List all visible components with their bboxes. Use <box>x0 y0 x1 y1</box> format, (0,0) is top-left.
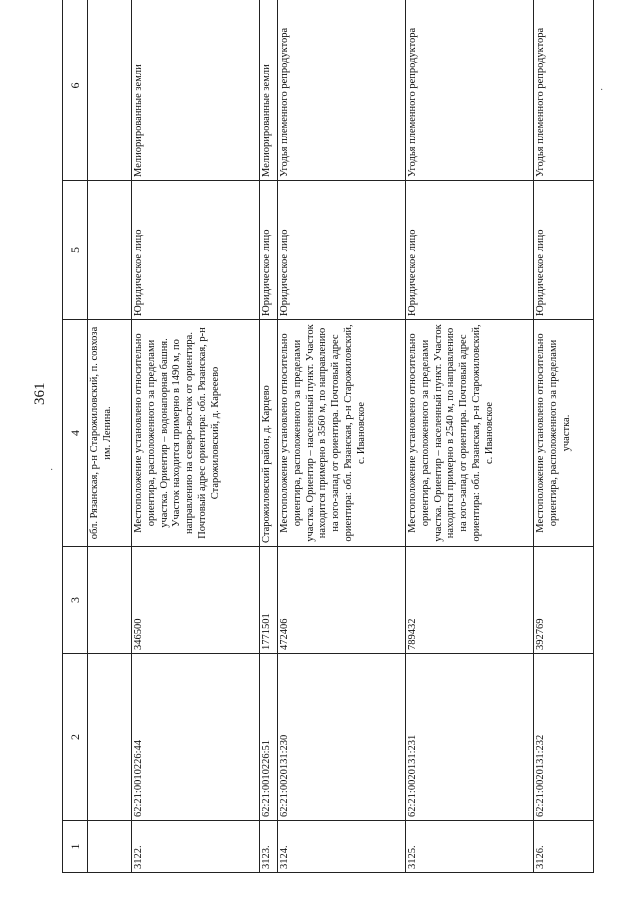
land-category: Мелиорированные земли <box>132 0 260 181</box>
table-row <box>534 0 594 873</box>
land-category: Угодья племенного репродуктора <box>278 0 406 181</box>
owner-type: Юридическое лицо <box>132 181 260 320</box>
column-header-5: 5 <box>63 181 88 320</box>
row-number <box>88 821 132 873</box>
cadastral-number: 62:21:0010226:51 <box>260 654 278 821</box>
land-category <box>88 0 132 181</box>
row-number: 3123. <box>260 821 278 873</box>
area-value: 789432 <box>406 547 534 654</box>
cadastral-number: 62:21:0020131:231 <box>406 654 534 821</box>
row-number: 3122. <box>132 821 260 873</box>
land-register-table-container <box>62 27 607 873</box>
column-header-4: 4 <box>63 320 88 547</box>
land-category: Угодья племенного репродуктора <box>534 0 594 181</box>
owner-type: Юридическое лицо <box>278 181 406 320</box>
table-row <box>406 0 534 873</box>
table-row <box>132 0 260 873</box>
land-category: Мелиорированные земли <box>260 0 278 181</box>
land-category: Угодья племенного репродуктора <box>406 0 534 181</box>
location-text: Местоположение установлено относительно ориентира, расположенного за пределами участка. <box>534 320 594 547</box>
area-value: 472406 <box>278 547 406 654</box>
cadastral-number: 62:21:0010226:44 <box>132 654 260 821</box>
header-row <box>63 0 88 873</box>
column-header-6: 6 <box>63 0 88 181</box>
location-text: Местоположение установлено относительно ориентира, расположенного за пределами участка. Ориентир – населенный пункт. Участок находится примерно в 2540 м, по направлению на юго-запад от ориентира. Почтовый адрес ориентира: обл. Рязанская, р-н Старожиловский, с. Ивановское <box>406 320 534 547</box>
cadastral-number: 62:21:0020131:230 <box>278 654 406 821</box>
location-text: обл. Рязанская, р-н Старожиловский, п. совхоза им. Ленина. <box>88 320 132 547</box>
cadastral-number <box>88 654 132 821</box>
location-text: Старожиловский район, д. Карцево <box>260 320 278 547</box>
owner-type: Юридическое лицо <box>260 181 278 320</box>
area-value: 1771501 <box>260 547 278 654</box>
column-header-3: 3 <box>63 547 88 654</box>
page-number: 361 <box>32 382 48 405</box>
owner-type <box>88 181 132 320</box>
table-row <box>88 0 132 873</box>
table-row <box>278 0 406 873</box>
location-text: Местоположение установлено относительно ориентира, расположенного за пределами участка. Ориентир – населенный пункт. Участок находится примерно в 3560 м, по направлению на юго-запад от ориентира. Почтовый адрес ориентира: обл. Рязанская, р-н Старожиловский, с. Ивановское <box>278 320 406 547</box>
table-row <box>260 0 278 873</box>
owner-type: Юридическое лицо <box>534 181 594 320</box>
area-value: 392769 <box>534 547 594 654</box>
row-number: 3124. <box>278 821 406 873</box>
area-value <box>88 547 132 654</box>
cadastral-number: 62:21:0020131:232 <box>534 654 594 821</box>
scan-speck: · <box>600 85 604 96</box>
column-header-2: 2 <box>63 654 88 821</box>
area-value: 346500 <box>132 547 260 654</box>
row-number: 3126. <box>534 821 594 873</box>
location-text: Местоположение установлено относительно ориентира, расположенного за пределами участка. Ориентир – водонапорная башня. Участок находится примерно в 1490 м, по направлению на северо-восток от ориентира. Почтовый адрес ориентира: обл. Рязанская, р-н Старожиловский, д. Карееево <box>132 320 260 547</box>
row-number: 3125. <box>406 821 534 873</box>
owner-type: Юридическое лицо <box>406 181 534 320</box>
scan-speck: · <box>50 465 54 476</box>
column-header-1: 1 <box>63 821 88 873</box>
land-register-table <box>62 0 594 873</box>
